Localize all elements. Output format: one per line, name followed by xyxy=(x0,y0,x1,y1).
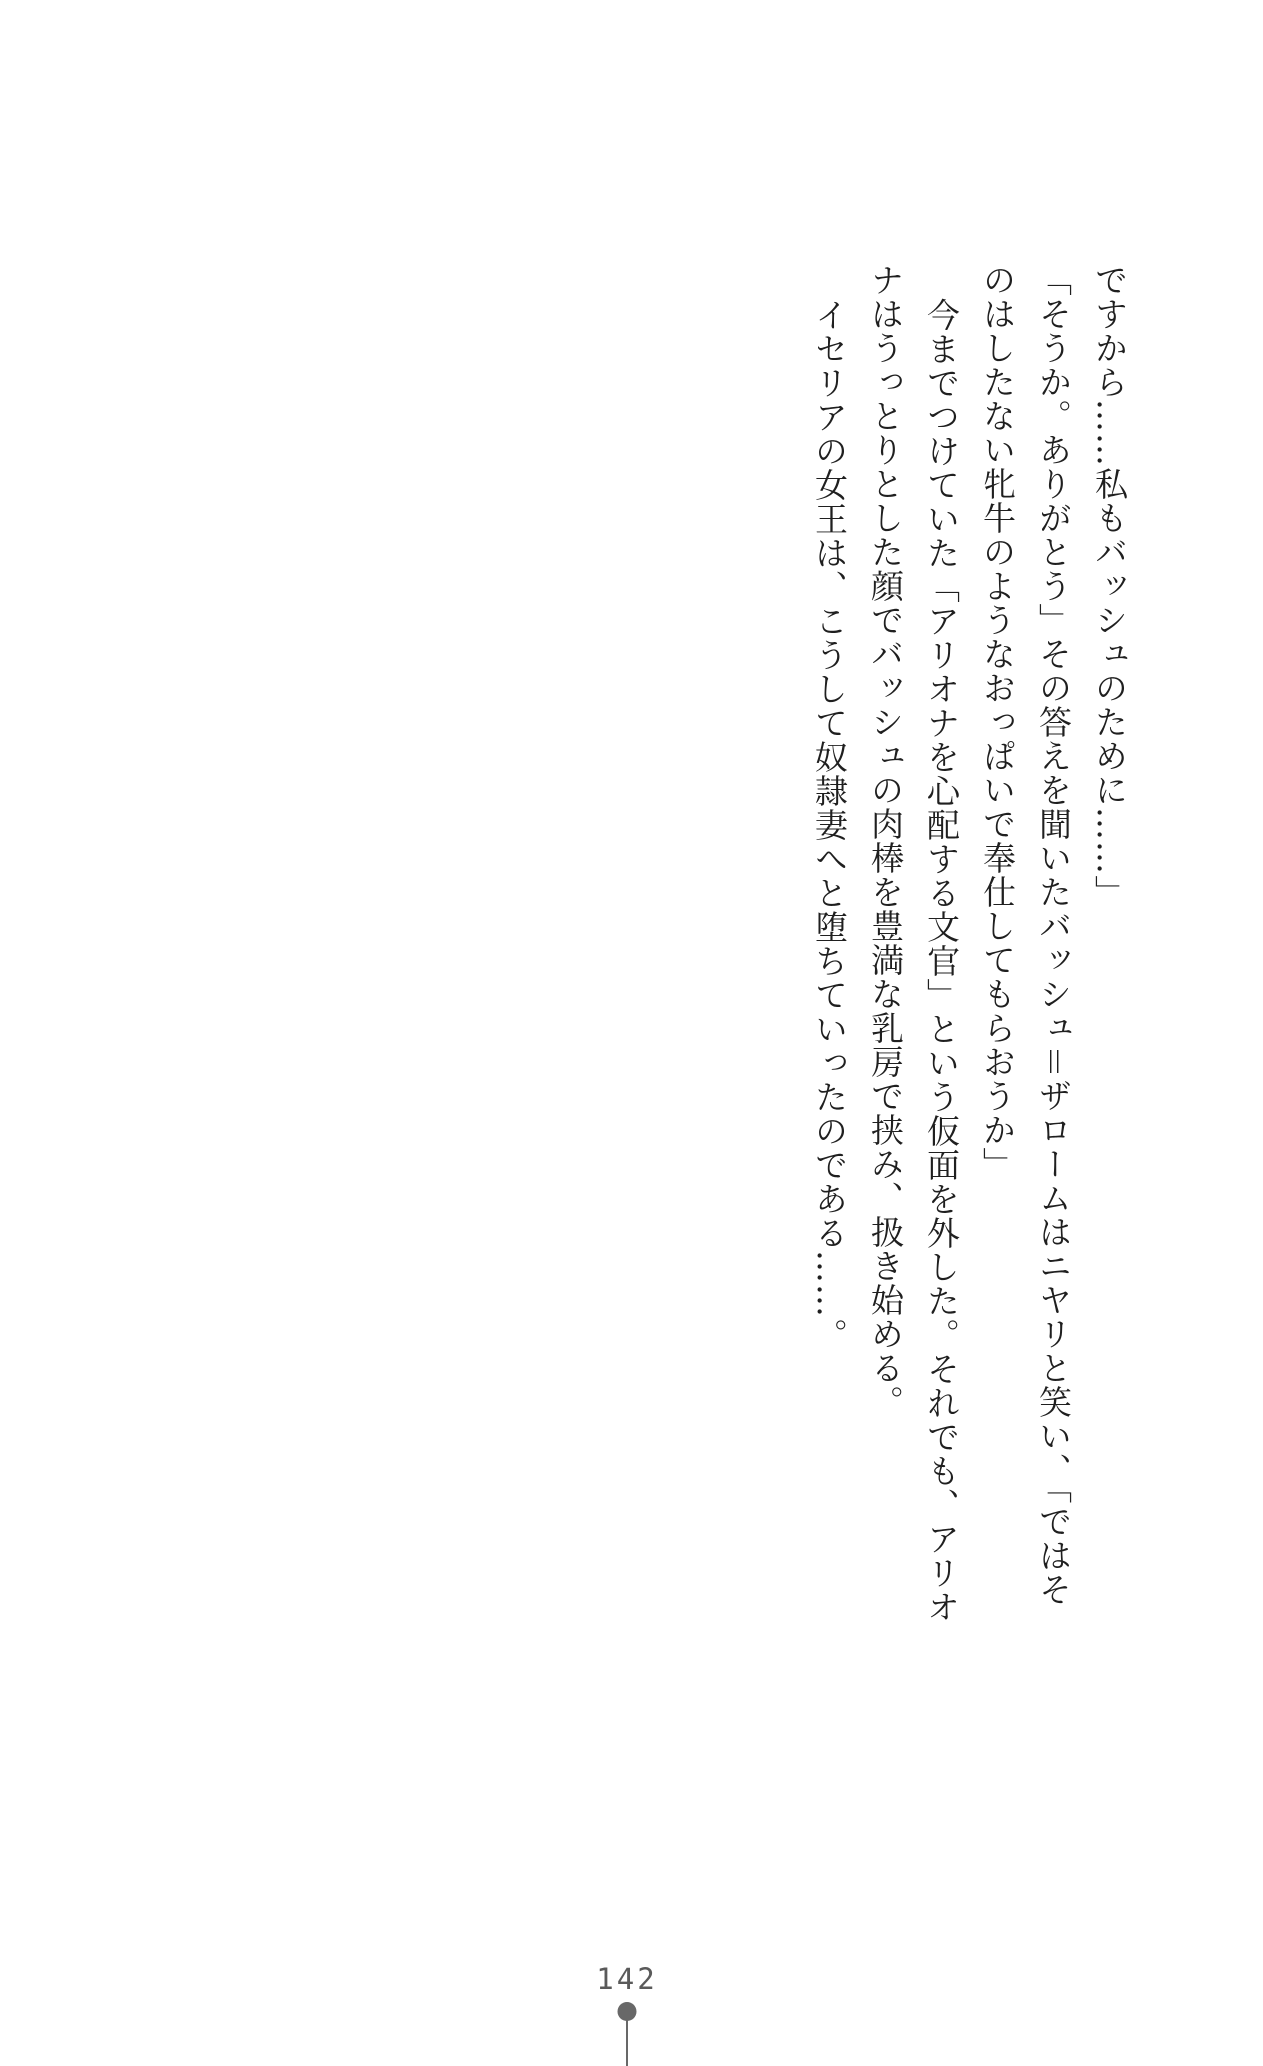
text-column-5: ナはうっとりとした顔でバッシュの肉棒を豊満な乳房で挟み、扱き始める。 xyxy=(866,263,905,1419)
text-column-6: イセリアの女王は、こうして奴隷妻へと堕ちていったのである……。 xyxy=(810,298,849,1352)
footer-rule xyxy=(626,2016,628,2066)
text-column-1: ですから……私もバッシュのために……」 xyxy=(1090,263,1129,909)
text-column-3: のはしたない牝牛のようなおっぱいで奉仕してもらおうか」 xyxy=(978,263,1017,1181)
page-number: 142 xyxy=(596,1962,658,1996)
vertical-text-block xyxy=(801,263,1137,1683)
text-column-4: 今までつけていた「アリオナを心配する文官」という仮面を外した。それでも、アリオ xyxy=(922,298,961,1624)
text-column-2: 「そうか。ありがとう」その答えを聞いたバッシュ＝ザロームはニヤリと笑い、「ではそ xyxy=(1034,263,1073,1607)
